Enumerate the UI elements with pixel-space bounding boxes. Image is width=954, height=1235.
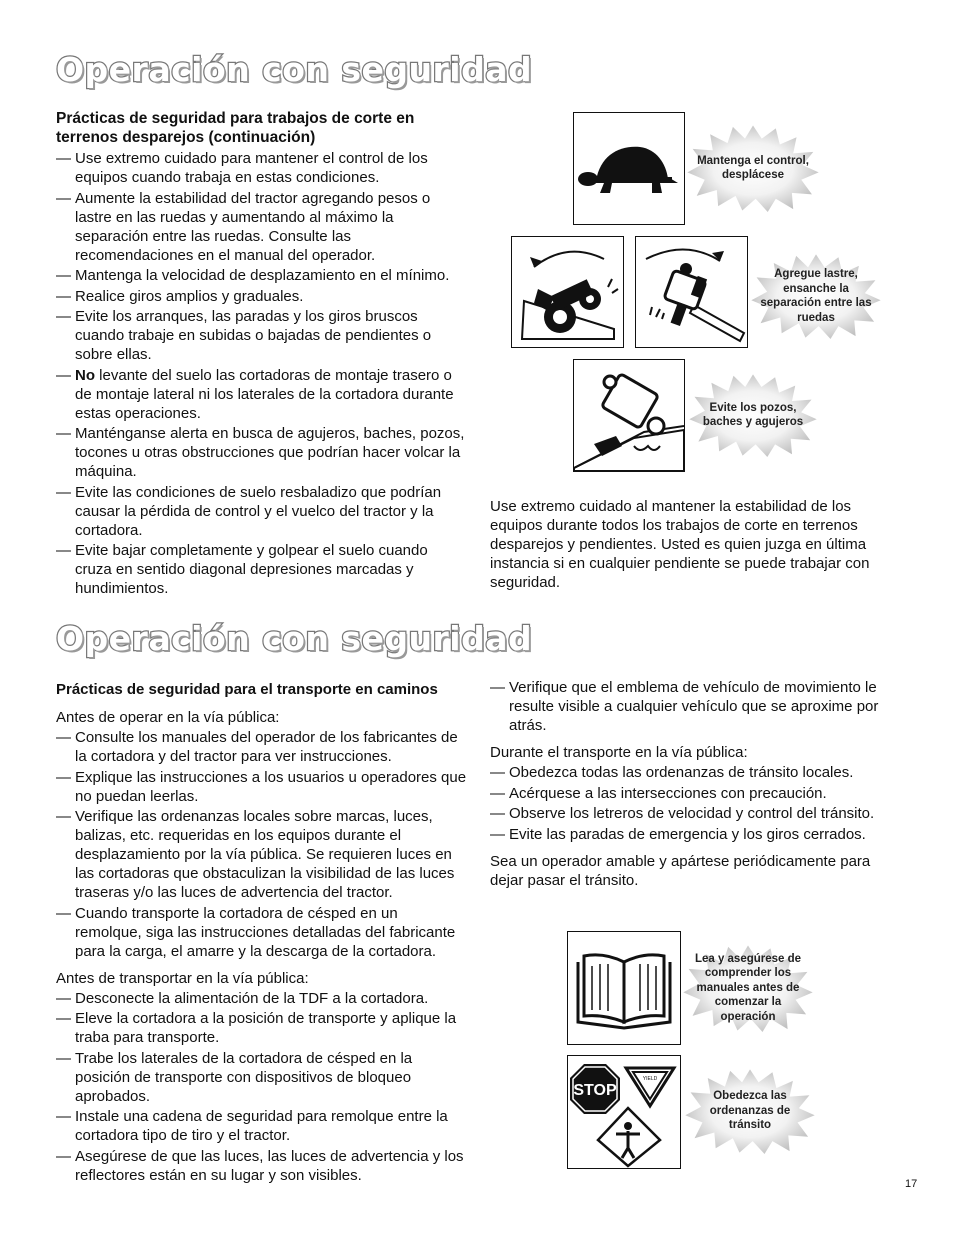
section-heading-road-transport: Prácticas de seguridad para el transporte en caminos <box>56 681 438 698</box>
no-emphasis: No <box>75 366 95 384</box>
page-title: Operación con seguridad <box>56 50 533 89</box>
list-item: — Observe los letreros de velocidad y control del tránsito. <box>490 804 902 823</box>
list-item: — Manténganse alerta en busca de agujeros, baches, pozos, tocones u otras obstrucciones que podrían hacer volcar la máquina. <box>56 424 468 481</box>
list-item: — Asegúrese de que las luces, las luces de advertencia y los reflectores están en su lugar y son visibles. <box>56 1147 468 1185</box>
list-item: — Realice giros amplios y graduales. <box>56 287 468 306</box>
list-item: — Evite los arranques, las paradas y los giros bruscos cuando trabaje en subidas o bajadas de pendientes o sobre ellas. <box>56 307 468 364</box>
uneven-terrain-list <box>56 149 468 600</box>
list-item: — Explique las instrucciones a los usuarios u operadores que no puedan leerlas. <box>56 768 468 806</box>
tractor-overturn-hole-icon <box>573 359 685 472</box>
callout-add-ballast: Agregue lastre, ensanche la separación entre las ruedas <box>760 268 872 324</box>
intro-before-transporting: Antes de transportar en la vía pública: <box>56 969 309 987</box>
turtle-slow-icon <box>573 112 685 225</box>
closing-paragraph: Sea un operador amable y apártese periódicamente para dejar pasar el tránsito. <box>490 852 871 889</box>
section-heading-uneven-terrain: Prácticas de seguridad para trabajos de corte en terrenos desparejos (continuación) <box>56 110 415 146</box>
page-number: 17 <box>905 1178 918 1190</box>
list-item: — Desconecte la alimentación de la TDF a la cortadora. <box>56 989 468 1008</box>
list-item: — Eleve la cortadora a la posición de transporte y aplique la traba para transporte. <box>56 1009 468 1047</box>
callout-read-manuals: Lea y asegúrese de comprender los manuales antes de comenzar la operación <box>694 952 802 1023</box>
tractor-rollover-rear-icon <box>511 236 624 348</box>
list-item: — Verifique que el emblema de vehículo de movimiento le resulte visible a cualquier vehículo que se aproxime por atrás. <box>490 678 902 735</box>
callout-avoid-holes: Evite los pozos, baches y agujeros <box>702 401 804 428</box>
intro-before-operating: Antes de operar en la vía pública: <box>56 709 280 726</box>
list-item: — Mantenga la velocidad de desplazamiento en el mínimo. <box>56 266 468 285</box>
list-item: — Aumente la estabilidad del tractor agregando pesos o lastre en las ruedas y aumentando al máximo la separación entre las ruedas. Consulte las recomendaciones en el manual del operador. <box>56 189 468 265</box>
yield-sign-text: YIELD <box>642 1076 658 1082</box>
operator-manual-icon <box>567 931 681 1045</box>
list-item: — Consulte los manuales del operador de los fabricantes de la cortadora y del tractor para ver instrucciones. <box>56 728 468 766</box>
stop-sign-text: STOP <box>573 1082 617 1099</box>
road-transport-right-column <box>490 678 902 898</box>
road-transport-left-column <box>56 708 468 1186</box>
list-item: — Cuando transporte la cortadora de césped en un remolque, siga las instrucciones detalladas del fabricante para la carga, el amarre y la descarga de la cortadora. <box>56 904 468 961</box>
list-item <box>56 366 468 423</box>
callout-starburst <box>684 1068 816 1154</box>
callout-keep-control: Mantenga el control, desplácese <box>697 154 809 181</box>
stability-paragraph: Use extremo cuidado al mantener la estabilidad de los equipos durante todos los trabajos de corte en terrenos desparejos y pendientes. Usted es quien juzga en última instancia si en cualquier pendiente se puede trabajar con seguridad. <box>490 498 870 591</box>
callout-starburst <box>750 253 882 339</box>
callout-obey-traffic: Obedezca las ordenanzas de tránsito <box>709 1090 791 1132</box>
list-item-text: levante del suelo las cortadoras de montaje trasero o de montaje lateral ni los laterales de la cortadora durante estas operaciones. <box>75 366 454 422</box>
list-item: — Verifique las ordenanzas locales sobre marcas, luces, balizas, etc. requeridas en los equipos durante el desplazamiento por la vía pública. Se requieren luces en las cortadoras que obstaculizan la visibilidad de las luces traseras y/o las luces de advertencia del tractor. <box>56 807 468 902</box>
callout-starburst <box>688 373 818 457</box>
list-item: — Trabe los laterales de la cortadora de césped en la posición de transporte con dispositivos de bloqueo aprobados. <box>56 1049 468 1106</box>
list-item: — Evite las paradas de emergencia y los giros cerrados. <box>490 825 902 844</box>
list-item: — Evite bajar completamente y golpear el suelo cuando cruza en sentido diagonal depresiones marcadas y hundimientos. <box>56 541 468 598</box>
tractor-rollover-side-icon <box>635 236 748 348</box>
callout-starburst <box>686 124 820 212</box>
intro-during-transport: Durante el transporte en la vía pública: <box>490 744 748 761</box>
list-item: — Instale una cadena de seguridad para remolque entre la cortadora tipo de tiro y el tractor. <box>56 1107 468 1145</box>
page-title-2: Operación con seguridad <box>56 619 533 658</box>
list-item: — Acérquese a las intersecciones con precaución. <box>490 784 902 803</box>
list-item: — Use extremo cuidado para mantener el control de los equipos cuando trabaja en estas condiciones. <box>56 149 468 187</box>
list-item: — Obedezca todas las ordenanzas de tránsito locales. <box>490 763 902 782</box>
traffic-signs-icon <box>567 1055 681 1169</box>
list-item: — Evite las condiciones de suelo resbaladizo que podrían causar la pérdida de control y el vuelco del tractor y la cortadora. <box>56 483 468 540</box>
callout-starburst <box>682 944 814 1032</box>
